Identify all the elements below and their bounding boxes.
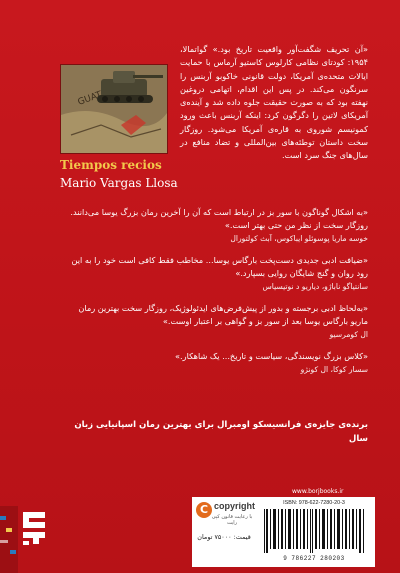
blurb-text: «آن تحریف شگفت‌آور واقعیت تاریخ بود.» گواتمالا، ۱۹۵۴: کودتای نظامی کارلوس کاستیو آرماس با حمایت ایالات متحده‌ی آمریکا، دولت قانونی خاکوبو آربنس را سرنگون می‌کند. در پس این اقدام، اتهامی دروغین نهفته بود که به صورت حقیقت جلوه داده شد و آینده‌ی آمریکای لاتین را دگرگون کرد: اینکه آربنس باعث ورود کمونیسم شوروی به قاره‌ی آمریکا می‌شود. روزگار سخت داستان توطئه‌های بین‌المللی و تضاد منافع در سال‌های جنگ سرد است. bbox=[180, 44, 368, 161]
quote-text: «کلاس بزرگ نویسندگی، سیاست و تاریخ... یک شاهکار.» bbox=[175, 351, 368, 361]
spine-pattern bbox=[0, 506, 18, 573]
copyright-word: copyright bbox=[214, 501, 256, 511]
quote-attribution: ال کومرسیو bbox=[329, 330, 368, 339]
copyright-badge bbox=[196, 501, 256, 527]
quote-attribution: سانتیاگو ناباژو، دیاریو د نوتیسیاس bbox=[262, 282, 368, 291]
barcode-number: 9 786227 280203 bbox=[283, 555, 345, 562]
publisher-url: www.borjbooks.ir bbox=[292, 488, 344, 495]
tank-on-map-photo bbox=[60, 64, 168, 154]
copyright-icon: C bbox=[196, 502, 212, 518]
review-quotes bbox=[60, 206, 368, 384]
quote-attribution: خوسه ماریا پوسوئلو ایباکوس، آبث کولتورال bbox=[230, 234, 368, 243]
quote-text: «به اشکال گوناگون با سور بز در ارتباط است که آن را آخرین رمان بزرگ یوسا می‌دانند. روزگار سخت از نظر من حتی بهتر است.» bbox=[70, 207, 368, 230]
back-info-panel bbox=[192, 497, 375, 567]
author-name: Mario Vargas Llosa bbox=[60, 176, 178, 190]
photo-art bbox=[61, 65, 167, 153]
quote-text: «ضیافت ادبی جدیدی دست‌پخت بارگاس یوسا... مخاطب فقط کافی است خود را به این رود روان و گنج شایگان روایی بسپارد.» bbox=[71, 255, 368, 278]
award-line: برنده‌ی جایزه‌ی فرانسیسکو اومبرال برای بهترین رمان اسپانیایی زبان سال bbox=[74, 420, 368, 444]
quote-attribution: سسار کوکا، ال کونژو bbox=[300, 365, 368, 374]
price-label: قیمت: ۷۵۰۰۰ تومان bbox=[197, 533, 251, 541]
barcode bbox=[262, 509, 366, 553]
quote-text: «به‌لحاظ ادبی برجسته و بدور از پیش‌فرض‌های ایدئولوژیک، روزگار سخت بهترین رمان ماریو بارگاس یوسا بعد از سور بز و گواهی بر اعتبار اوست.» bbox=[78, 303, 368, 326]
isbn-label: ISBN: 978-622-7280-20-3 bbox=[283, 500, 345, 506]
spine-decoration bbox=[0, 506, 18, 573]
copyright-subtext: با رعایت قانون کپی رایت bbox=[211, 514, 253, 526]
barcode-bars bbox=[262, 509, 366, 553]
book-title: Tiempos recios bbox=[60, 158, 162, 172]
author-block bbox=[60, 158, 200, 191]
borj-publisher-logo bbox=[20, 508, 48, 548]
logo-mark bbox=[20, 508, 48, 548]
